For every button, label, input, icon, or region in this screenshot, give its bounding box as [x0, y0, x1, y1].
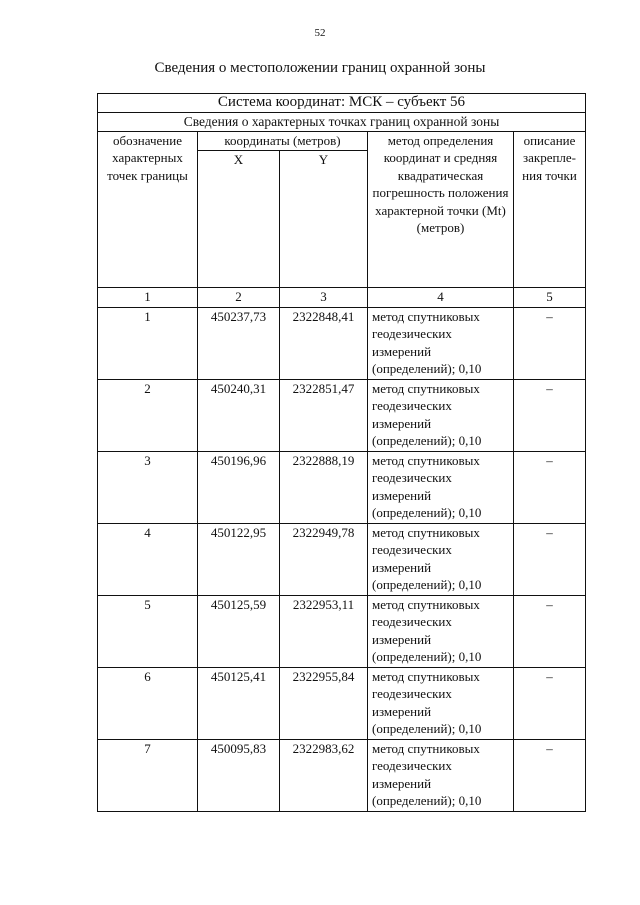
point-number: 5: [98, 595, 198, 667]
description-cell: –: [514, 379, 586, 451]
method-cell: метод спутниковых геодезических измерений (определений); 0,10: [368, 307, 514, 379]
header-designation: обозначение характерных точек границы: [98, 131, 198, 287]
coordinate-y: 2322955,84: [280, 667, 368, 739]
description-cell: –: [514, 451, 586, 523]
method-cell: метод спутниковых геодезических измерений (определений); 0,10: [368, 667, 514, 739]
coordinate-system-caption: Система координат: МСК – субъект 56: [98, 94, 586, 113]
description-cell: –: [514, 667, 586, 739]
column-number: 4: [368, 287, 514, 307]
column-number: 5: [514, 287, 586, 307]
method-cell: метод спутниковых геодезических измерений (определений); 0,10: [368, 739, 514, 811]
coordinate-system-row: [98, 94, 586, 113]
points-caption-row: [98, 113, 586, 132]
column-number: 1: [98, 287, 198, 307]
coordinate-y: 2322848,41: [280, 307, 368, 379]
column-number: 2: [198, 287, 280, 307]
header-x: X: [198, 150, 280, 287]
coordinate-y: 2322983,62: [280, 739, 368, 811]
header-coordinates: координаты (метров): [198, 131, 368, 150]
description-cell: –: [514, 739, 586, 811]
method-cell: метод спутниковых геодезических измерений (определений); 0,10: [368, 451, 514, 523]
coordinate-x: 450095,83: [198, 739, 280, 811]
header-description: описание закрепле-ния точки: [514, 131, 586, 287]
coordinate-y: 2322949,78: [280, 523, 368, 595]
table-row: [98, 523, 586, 595]
coordinate-x: 450237,73: [198, 307, 280, 379]
header-y: Y: [280, 150, 368, 287]
point-number: 3: [98, 451, 198, 523]
point-number: 2: [98, 379, 198, 451]
table-row: [98, 379, 586, 451]
page-number: 52: [314, 27, 326, 39]
coordinate-y: 2322851,47: [280, 379, 368, 451]
description-cell: –: [514, 595, 586, 667]
table-row: [98, 739, 586, 811]
coordinate-y: 2322888,19: [280, 451, 368, 523]
header-method: метод определения координат и средняя квадратическая погрешность положения характерной точки (Mt) (метров): [368, 131, 514, 287]
coordinate-x: 450196,96: [198, 451, 280, 523]
column-number: 3: [280, 287, 368, 307]
coordinate-x: 450125,59: [198, 595, 280, 667]
coordinates-table: [97, 93, 586, 812]
coordinate-y: 2322953,11: [280, 595, 368, 667]
coordinate-x: 450125,41: [198, 667, 280, 739]
points-caption: Сведения о характерных точках границ охранной зоны: [98, 113, 586, 132]
table-row: [98, 451, 586, 523]
method-cell: метод спутниковых геодезических измерений (определений); 0,10: [368, 379, 514, 451]
description-cell: –: [514, 523, 586, 595]
table-row: [98, 667, 586, 739]
description-cell: –: [514, 307, 586, 379]
method-cell: метод спутниковых геодезических измерений (определений); 0,10: [368, 523, 514, 595]
point-number: 4: [98, 523, 198, 595]
column-numbers-row: [98, 287, 586, 307]
document-title: Сведения о местоположении границ охранной зоны: [154, 60, 486, 76]
point-number: 6: [98, 667, 198, 739]
table-row: [98, 307, 586, 379]
method-cell: метод спутниковых геодезических измерений (определений); 0,10: [368, 595, 514, 667]
table-row: [98, 595, 586, 667]
point-number: 1: [98, 307, 198, 379]
coordinate-x: 450122,95: [198, 523, 280, 595]
coordinate-x: 450240,31: [198, 379, 280, 451]
point-number: 7: [98, 739, 198, 811]
header-row-top: [98, 131, 586, 150]
